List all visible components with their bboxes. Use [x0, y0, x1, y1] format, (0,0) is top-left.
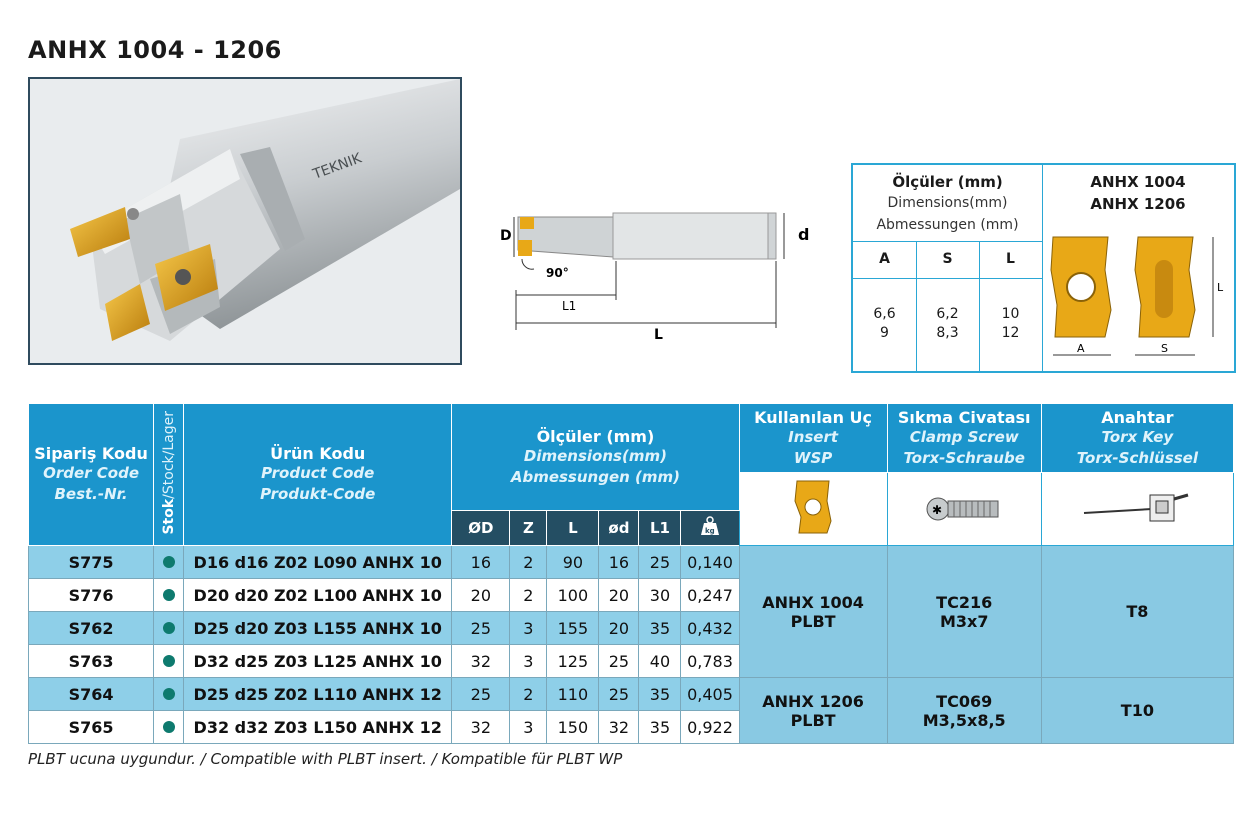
d-value: 20 — [599, 579, 639, 612]
product-table — [28, 403, 1234, 744]
footnote: PLBT ucuna uygundur. / Compatible with PLBT insert. / Kompatible für PLBT WP — [28, 750, 623, 768]
L1-value: 25 — [639, 546, 681, 579]
screw-icon — [924, 487, 1004, 527]
weight-value: 0,140 — [681, 546, 739, 579]
L-value: 110 — [547, 678, 599, 711]
in-stock-dot — [163, 622, 175, 634]
col-L-header: L — [1006, 251, 1015, 267]
L1-value: 35 — [639, 711, 681, 744]
product-code: D25 d25 Z02 L110 ANHX 12 — [184, 678, 452, 711]
L-value: 155 — [547, 612, 599, 645]
L1-value: 30 — [639, 579, 681, 612]
insert-icon — [793, 477, 833, 537]
L1-value: 35 — [639, 678, 681, 711]
dims-sub-en: Dimensions(mm) — [887, 195, 1008, 211]
key-header: Anahtar Torx Key Torx-Schlüssel — [1041, 404, 1233, 473]
product-code: D32 d25 Z03 L125 ANHX 10 — [184, 645, 452, 678]
svg-text:✱: ✱ — [932, 503, 943, 517]
weight-value: 0,922 — [681, 711, 739, 744]
weight-value: 0,432 — [681, 612, 739, 645]
D-value: 16 — [452, 546, 510, 579]
stock-indicator — [154, 546, 184, 579]
in-stock-dot — [163, 721, 175, 733]
D-value: 32 — [452, 711, 510, 744]
insert-header: Kullanılan Uç Insert WSP — [739, 404, 887, 473]
stock-indicator — [154, 612, 184, 645]
L-label: L — [654, 327, 663, 343]
weight-value: 0,405 — [681, 678, 739, 711]
L-value: 90 — [547, 546, 599, 579]
stock-indicator — [154, 678, 184, 711]
Z-value: 3 — [510, 612, 547, 645]
product-code: D16 d16 Z02 L090 ANHX 10 — [184, 546, 452, 579]
D-value: 25 — [452, 612, 510, 645]
weight-value: 0,783 — [681, 645, 739, 678]
col-A-header: A — [879, 251, 890, 267]
col-Z: Z — [510, 511, 547, 546]
insert-A-label: A — [1077, 342, 1085, 355]
col-L: L — [547, 511, 599, 546]
col-D: ØD — [452, 511, 510, 546]
Z-value: 2 — [510, 579, 547, 612]
order-code: S762 — [29, 612, 154, 645]
S-values: 6,2 8,3 — [936, 306, 959, 341]
order-code: S776 — [29, 579, 154, 612]
stock-indicator — [154, 711, 184, 744]
D-value: 32 — [452, 645, 510, 678]
insert-title-1206: ANHX 1206 — [1090, 195, 1186, 213]
dims-sub-de: Abmessungen (mm) — [876, 217, 1019, 233]
D-value: 20 — [452, 579, 510, 612]
insert-dimensions-box — [851, 163, 1236, 373]
dims-title: Ölçüler (mm) — [892, 173, 1003, 191]
insert-group-2: ANHX 1206 PLBT — [739, 678, 887, 744]
table-row — [29, 678, 1234, 711]
in-stock-dot — [163, 688, 175, 700]
Z-value: 3 — [510, 645, 547, 678]
col-weight — [681, 511, 739, 546]
key-image — [1041, 473, 1233, 546]
brand-text: TEKNIK — [310, 150, 364, 183]
L-values: 10 12 — [1001, 306, 1020, 341]
d-value: 32 — [599, 711, 639, 744]
col-d: ød — [599, 511, 639, 546]
in-stock-dot — [163, 556, 175, 568]
stock-indicator — [154, 579, 184, 612]
angle-label: 90° — [546, 266, 569, 280]
d-value: 25 — [599, 645, 639, 678]
col-L1: L1 — [639, 511, 681, 546]
D-value: 25 — [452, 678, 510, 711]
L1-value: 35 — [639, 612, 681, 645]
insert-group-1: ANHX 1004 PLBT — [739, 546, 887, 678]
col-S-header: S — [942, 251, 953, 267]
order-code: S763 — [29, 645, 154, 678]
L-value: 100 — [547, 579, 599, 612]
screw-group-1: TC216 M3x7 — [887, 546, 1041, 678]
product-code: D20 d20 Z02 L100 ANHX 10 — [184, 579, 452, 612]
product-code: D32 d32 Z03 L150 ANHX 12 — [184, 711, 452, 744]
screw-image — [887, 473, 1041, 546]
page-title: ANHX 1004 - 1206 — [28, 36, 282, 64]
product-code-header: Ürün Kodu Product Code Produkt-Code — [184, 404, 452, 546]
L1-label: L1 — [562, 299, 577, 313]
product-code: D25 d20 Z03 L155 ANHX 10 — [184, 612, 452, 645]
stock-header: Stok/Stock/Lager — [154, 404, 184, 546]
screw-header: Sıkma Civatası Clamp Screw Torx-Schraube — [887, 404, 1041, 473]
d-value: 16 — [599, 546, 639, 579]
svg-text:kg: kg — [705, 527, 715, 535]
insert-image — [739, 473, 887, 546]
screw-group-2: TC069 M3,5x8,5 — [887, 678, 1041, 744]
dimensions-header: Ölçüler (mm) Dimensions(mm) Abmessungen (mm) — [452, 404, 739, 511]
torx-key-icon — [1082, 487, 1192, 527]
order-code: S775 — [29, 546, 154, 579]
D-label: D — [500, 228, 512, 244]
in-stock-dot — [163, 655, 175, 667]
L1-value: 40 — [639, 645, 681, 678]
L-value: 125 — [547, 645, 599, 678]
dimension-drawing — [478, 195, 823, 355]
order-code: S764 — [29, 678, 154, 711]
Z-value: 2 — [510, 678, 547, 711]
Z-value: 2 — [510, 546, 547, 579]
in-stock-dot — [163, 589, 175, 601]
insert-drawing — [1043, 225, 1233, 369]
product-photo — [28, 77, 462, 365]
key-group-2: T10 — [1041, 678, 1233, 744]
stock-indicator — [154, 645, 184, 678]
d-label: d — [798, 225, 810, 244]
d-value: 20 — [599, 612, 639, 645]
order-code-header: Sipariş Kodu Order Code Best.-Nr. — [29, 404, 154, 546]
weight-icon — [699, 515, 721, 537]
key-group-1: T8 — [1041, 546, 1233, 678]
L-value: 150 — [547, 711, 599, 744]
insert-S-label: S — [1161, 342, 1168, 355]
weight-value: 0,247 — [681, 579, 739, 612]
table-row — [29, 546, 1234, 579]
Z-value: 3 — [510, 711, 547, 744]
A-values: 6,6 9 — [873, 306, 896, 341]
insert-L-label: L — [1217, 281, 1224, 294]
d-value: 25 — [599, 678, 639, 711]
insert-title-1004: ANHX 1004 — [1090, 173, 1186, 191]
order-code: S765 — [29, 711, 154, 744]
